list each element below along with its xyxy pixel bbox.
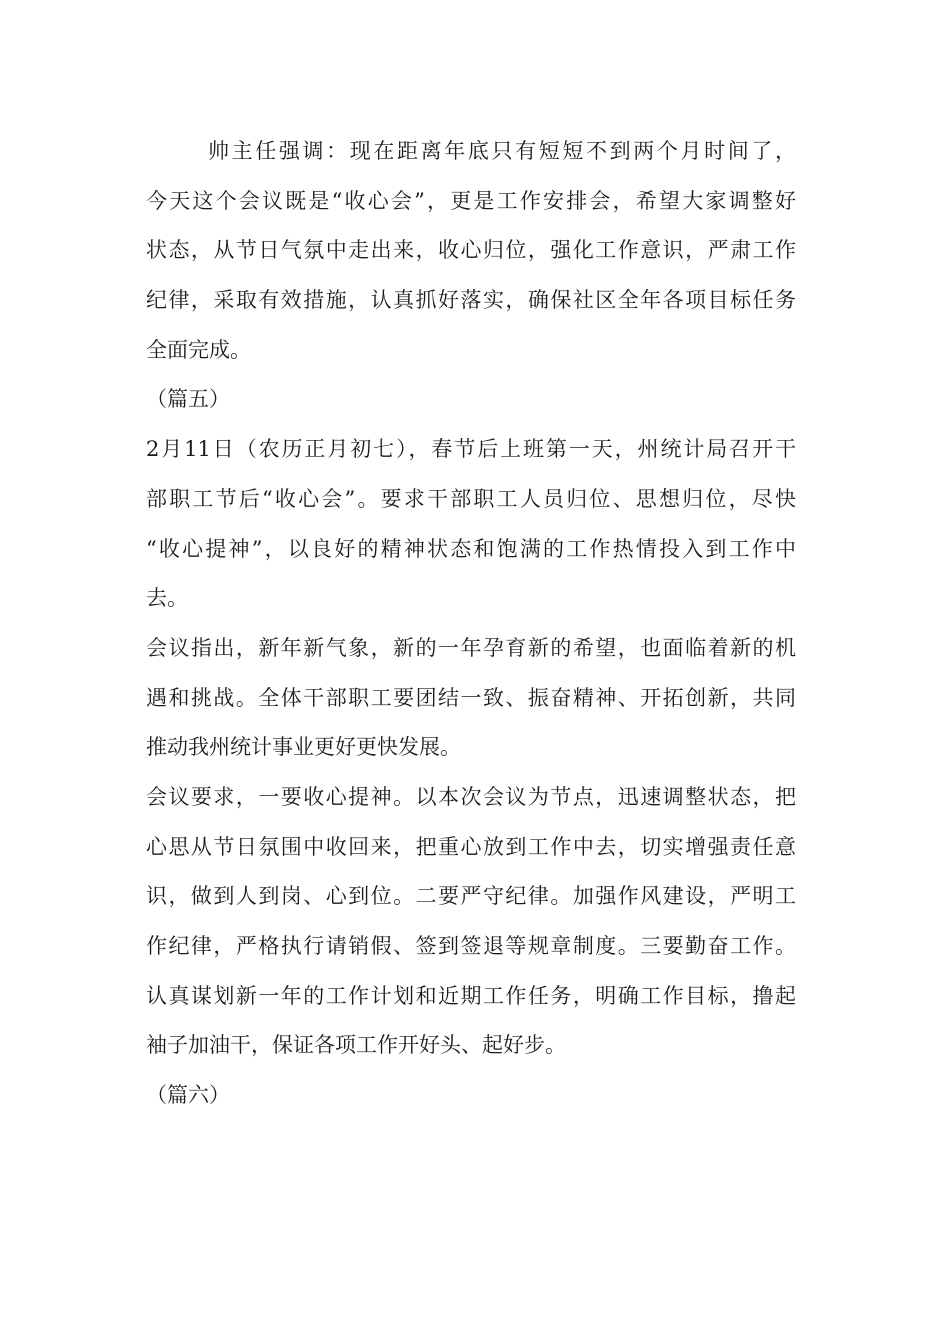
section-heading-6 — [146, 1076, 796, 1126]
text-line: 认真谋划新一年的工作计划和近期工作任务，明确工作目标，撸起 — [146, 983, 796, 1008]
paragraph-3 — [146, 629, 796, 778]
text-line: 会议要求，一要收心提神。以本次会议为节点，迅速调整状态，把 — [146, 784, 796, 809]
text-line: 心思从节日氛围中收回来，把重心放到工作中去，切实增强责任意 — [146, 834, 796, 859]
text-line: 推动我州统计事业更好更快发展。 — [146, 735, 461, 760]
paragraph-4 — [146, 778, 796, 1076]
text-line: 部职工节后“收心会”。要求干部职工人员归位、思想归位，尽快 — [146, 486, 796, 511]
text-line: 今天这个会议既是“收心会”，更是工作安排会，希望大家调整好 — [146, 188, 796, 213]
text-line: 识，做到人到岗、心到位。二要严守纪律。加强作风建设，严明工 — [146, 884, 796, 909]
section-heading: （篇五） — [146, 387, 230, 412]
document-page — [146, 132, 796, 1126]
section-heading-5 — [146, 380, 796, 430]
text-line: 状态，从节日气氛中走出来，收心归位，强化工作意识，严肃工作 — [146, 238, 796, 263]
text-line: 遇和挑战。全体干部职工要团结一致、振奋精神、开拓创新，共同 — [146, 685, 796, 710]
text-line: 作纪律，严格执行请销假、签到签退等规章制度。三要勤奋工作。 — [146, 934, 796, 958]
paragraph-2 — [146, 430, 796, 629]
text-line: 去。 — [146, 586, 188, 611]
section-heading: （篇六） — [146, 1083, 230, 1108]
text-line: 帅主任强调：现在距离年底只有短短不到两个月时间了， — [208, 139, 796, 163]
text-line: 会议指出，新年新气象，新的一年孕育新的希望，也面临着新的机 — [146, 635, 796, 660]
text-line: 纪律，采取有效措施，认真抓好落实，确保社区全年各项目标任务 — [146, 288, 796, 313]
text-line: 全面完成。 — [146, 337, 251, 362]
text-line: “收心提神”，以良好的精神状态和饱满的工作热情投入到工作中 — [146, 536, 796, 561]
text-line: 2月11日（农历正月初七），春节后上班第一天，州统计局召开干 — [146, 437, 796, 462]
text-line: 袖子加油干，保证各项工作开好头、起好步。 — [146, 1033, 566, 1058]
paragraph-1 — [146, 132, 796, 380]
